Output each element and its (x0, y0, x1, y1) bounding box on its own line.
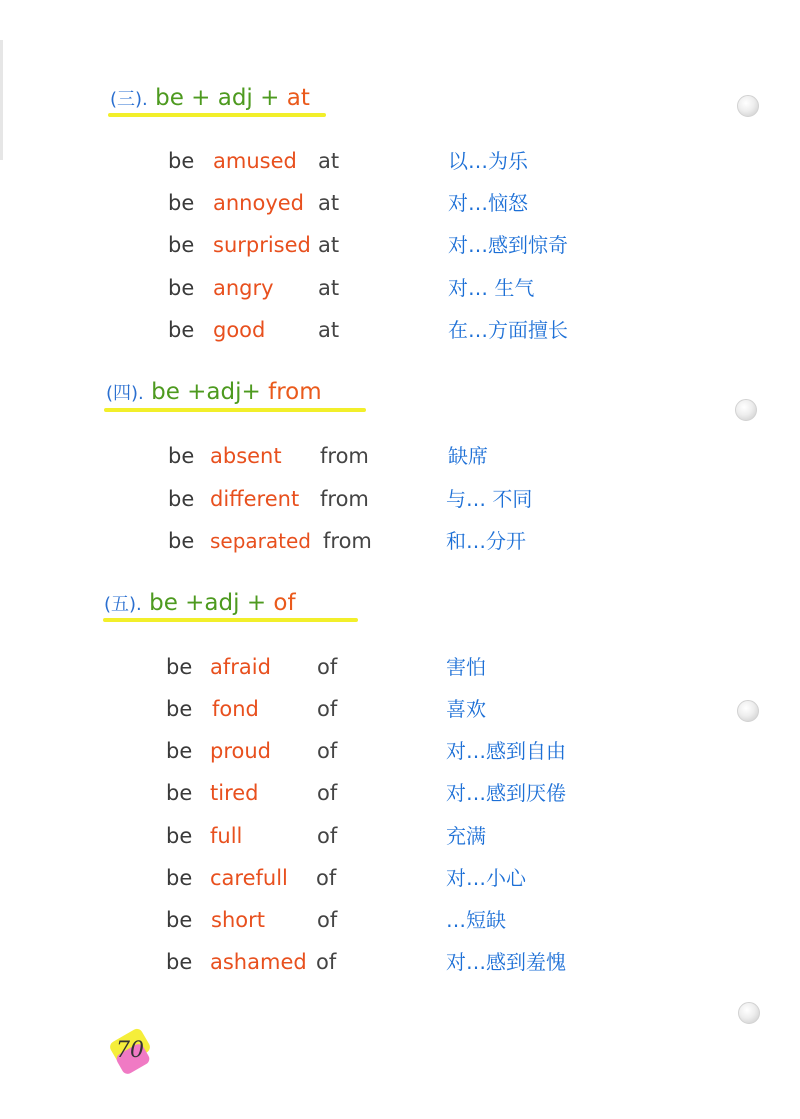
chinese-meaning: 喜欢 (446, 697, 486, 721)
preposition: at (318, 149, 340, 173)
preposition: at (318, 191, 340, 215)
preposition: of (317, 697, 338, 721)
be-word: be (166, 908, 193, 932)
page-number: 70 (116, 1038, 144, 1063)
phrase-row (0, 526, 800, 556)
adjective: good (213, 318, 266, 342)
chinese-meaning: 对…感到羞愧 (446, 950, 566, 974)
preposition: of (317, 824, 338, 848)
chinese-meaning: 与… 不同 (446, 487, 533, 511)
chinese-meaning: 充满 (446, 824, 486, 848)
phrase-row (0, 188, 800, 218)
preposition: of (317, 781, 338, 805)
adjective: annoyed (213, 191, 305, 215)
be-word: be (166, 781, 193, 805)
preposition: of (316, 866, 337, 890)
section-formula: be + adj + (155, 85, 280, 111)
binder-hole (735, 399, 757, 421)
phrase-row (0, 146, 800, 176)
heading-highlight (104, 408, 366, 412)
be-word: be (168, 276, 195, 300)
be-word: be (168, 233, 195, 257)
phrase-row (0, 821, 800, 851)
adjective: proud (210, 739, 271, 763)
preposition: at (318, 276, 340, 300)
chinese-meaning: 对… 生气 (448, 276, 535, 300)
chinese-meaning: 对…感到厌倦 (446, 781, 566, 805)
chinese-meaning: 缺席 (448, 444, 488, 468)
section-heading (106, 378, 322, 408)
chinese-meaning: 害怕 (446, 655, 486, 679)
be-word: be (166, 739, 193, 763)
section-heading (110, 84, 310, 114)
section-preposition: at (286, 85, 310, 111)
adjective: carefull (210, 866, 288, 890)
preposition: of (317, 655, 338, 679)
section-number: (三). (110, 89, 148, 110)
chinese-meaning: …短缺 (446, 908, 506, 932)
preposition: of (317, 739, 338, 763)
chinese-meaning: 对…小心 (446, 866, 526, 890)
be-word: be (166, 866, 193, 890)
chinese-meaning: 对…感到自由 (446, 739, 566, 763)
phrase-row (0, 947, 800, 977)
be-word: be (166, 655, 193, 679)
be-word: be (166, 950, 193, 974)
adjective: tired (210, 781, 259, 805)
be-word: be (166, 697, 193, 721)
adjective: full (210, 824, 243, 848)
chinese-meaning: 对…感到惊奇 (448, 233, 568, 257)
section-formula: be +adj+ (151, 379, 261, 405)
chinese-meaning: 对…恼怒 (448, 191, 528, 215)
heading-highlight (108, 113, 326, 117)
phrase-row (0, 484, 800, 514)
preposition: from (323, 529, 372, 553)
preposition: at (318, 233, 340, 257)
phrase-row (0, 441, 800, 471)
adjective: different (210, 487, 300, 511)
page-number-marker (108, 1032, 152, 1076)
preposition: from (320, 444, 369, 468)
be-word: be (168, 318, 195, 342)
adjective: angry (213, 276, 274, 300)
section-number: (五). (104, 594, 142, 615)
phrase-row (0, 315, 800, 345)
binder-hole (737, 95, 759, 117)
adjective: absent (210, 444, 282, 468)
be-word: be (168, 191, 195, 215)
preposition: at (318, 318, 340, 342)
phrase-row (0, 863, 800, 893)
phrase-row (0, 905, 800, 935)
section-number: (四). (106, 383, 144, 404)
adjective: amused (213, 149, 297, 173)
section-preposition: of (273, 590, 296, 616)
phrase-row (0, 230, 800, 260)
be-word: be (168, 487, 195, 511)
adjective: afraid (210, 655, 271, 679)
chinese-meaning: 以…为乐 (448, 149, 528, 173)
adjective: surprised (213, 233, 311, 257)
section-preposition: from (268, 379, 322, 405)
adjective: ashamed (210, 950, 307, 974)
chinese-meaning: 和…分开 (446, 529, 526, 553)
be-word: be (168, 444, 195, 468)
adjective: fond (212, 697, 259, 721)
be-word: be (168, 529, 195, 553)
adjective: short (211, 908, 265, 932)
preposition: of (316, 950, 337, 974)
page-edge-shadow (0, 40, 3, 160)
phrase-row (0, 694, 800, 724)
adjective: separated (210, 529, 311, 553)
be-word: be (168, 149, 195, 173)
be-word: be (166, 824, 193, 848)
binder-hole (738, 1002, 760, 1024)
chinese-meaning: 在…方面擅长 (448, 318, 568, 342)
phrase-row (0, 778, 800, 808)
section-formula: be +adj + (149, 590, 267, 616)
phrase-row (0, 736, 800, 766)
preposition: of (317, 908, 338, 932)
phrase-row (0, 652, 800, 682)
phrase-row (0, 273, 800, 303)
heading-highlight (103, 618, 358, 622)
preposition: from (320, 487, 369, 511)
section-heading (104, 589, 296, 619)
